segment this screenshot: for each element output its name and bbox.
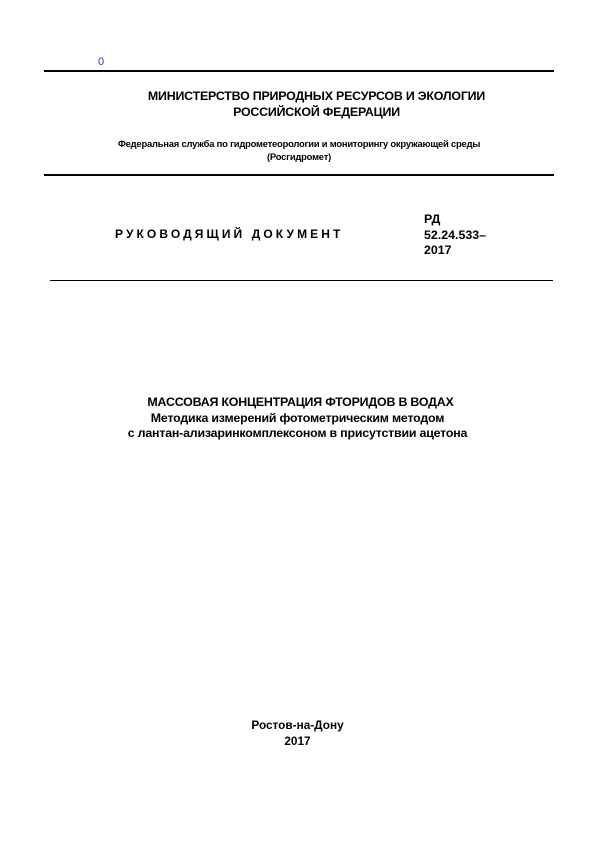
publication-place-year [0,718,595,749]
document-subtitle-line2: с лантан-ализаринкомплексоном в присутствии ацетона [127,426,468,440]
document-subtitle-line1: Методика измерений фотометрическим методом [150,410,445,425]
federal-service-line2: (Росгидромет) [266,151,332,162]
document-code-number: 52.24.533– [424,227,487,242]
federal-service-name [44,137,554,163]
publication-year: 2017 [284,733,311,748]
document-code [424,212,486,259]
top-rule [44,70,554,72]
header-rule [44,174,554,176]
document-code-prefix: РД [424,212,441,226]
ministry-name [44,88,589,120]
document-title-main: МАССОВАЯ КОНЦЕНТРАЦИЯ ФТОРИДОВ В ВОДАХ [147,395,454,409]
federal-service-line1: Федеральная служба по гидрометеорологии и мониторингу окружающей среды [117,138,481,149]
document-type: РУКОВОДЯЩИЙ ДОКУМЕНТ [115,227,344,241]
ministry-name-line2: РОССИЙСКОЙ ФЕДЕРАЦИИ [233,105,400,119]
ministry-name-line1: МИНИСТЕРСТВО ПРИРОДНЫХ РЕСУРСОВ И ЭКОЛОГИИ [147,89,486,103]
document-title [0,395,595,442]
publication-city: Ростов-на-Дону [251,718,344,732]
document-code-year: 2017 [424,243,452,257]
page-number: 0 [98,56,105,68]
document-type-rule [50,280,553,281]
